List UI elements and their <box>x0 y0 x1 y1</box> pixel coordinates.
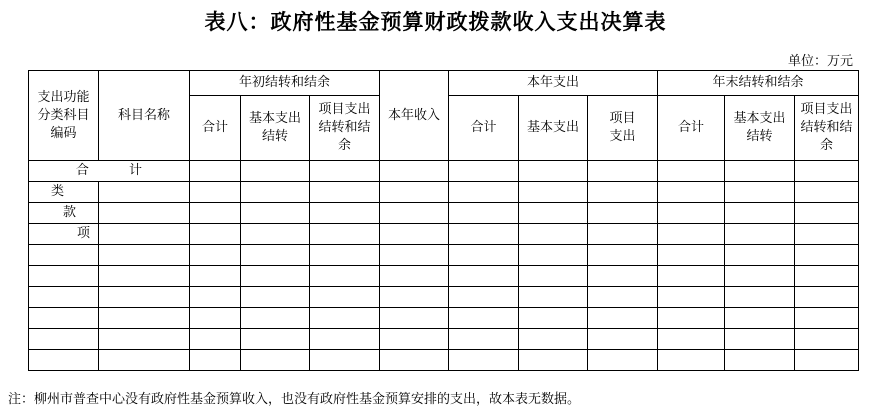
table-cell <box>29 350 99 371</box>
table-cell <box>588 203 658 224</box>
table-cell <box>241 329 310 350</box>
budget-table <box>28 70 859 371</box>
table-cell <box>519 161 588 182</box>
table-row <box>29 287 859 308</box>
table-row <box>29 329 859 350</box>
table-cell <box>190 266 241 287</box>
table-cell <box>658 245 725 266</box>
header-row-1 <box>29 71 859 96</box>
table-cell <box>380 266 449 287</box>
table-cell <box>519 245 588 266</box>
table-cell <box>190 287 241 308</box>
table-cell <box>190 245 241 266</box>
table-cell <box>519 266 588 287</box>
header-end-basic: 基本支出结转 <box>725 96 795 161</box>
table-cell <box>29 245 99 266</box>
table-cell <box>310 224 380 245</box>
table-cell <box>29 329 99 350</box>
table-cell <box>241 182 310 203</box>
table-row <box>29 350 859 371</box>
table-cell <box>658 287 725 308</box>
table-cell <box>795 266 859 287</box>
table-cell <box>99 266 190 287</box>
table-cell <box>190 161 241 182</box>
table-row <box>29 245 859 266</box>
table-cell <box>380 203 449 224</box>
table-cell <box>190 203 241 224</box>
table-cell <box>190 350 241 371</box>
table-cell <box>29 287 99 308</box>
table-cell <box>449 350 519 371</box>
header-income: 本年收入 <box>380 71 449 161</box>
table-cell <box>725 224 795 245</box>
header-spend-project: 项目支出 <box>588 96 658 161</box>
table-cell <box>658 182 725 203</box>
table-cell <box>519 329 588 350</box>
table-cell <box>449 245 519 266</box>
table-cell <box>725 287 795 308</box>
table-cell <box>588 287 658 308</box>
table-cell <box>588 266 658 287</box>
table-cell <box>190 182 241 203</box>
table-cell <box>795 329 859 350</box>
table-cell <box>380 245 449 266</box>
table-cell <box>725 161 795 182</box>
table-cell <box>241 350 310 371</box>
table-cell <box>449 329 519 350</box>
table-cell <box>241 287 310 308</box>
table-cell <box>588 350 658 371</box>
table-cell <box>725 329 795 350</box>
row-label-level1: 类 <box>29 182 99 203</box>
table-cell <box>99 308 190 329</box>
table-cell <box>190 329 241 350</box>
table-cell <box>380 224 449 245</box>
table-cell <box>310 350 380 371</box>
table-cell <box>725 308 795 329</box>
table-cell <box>380 287 449 308</box>
table-cell <box>99 350 190 371</box>
table-cell <box>725 350 795 371</box>
table-cell <box>99 329 190 350</box>
table-cell <box>310 203 380 224</box>
header-begin-project: 项目支出结转和结余 <box>310 96 380 161</box>
table-cell <box>449 203 519 224</box>
table-row-level2 <box>29 203 859 224</box>
table-cell <box>241 224 310 245</box>
table-cell <box>99 287 190 308</box>
table-cell <box>588 161 658 182</box>
table-cell <box>449 308 519 329</box>
table-cell <box>519 224 588 245</box>
table-cell <box>29 266 99 287</box>
table-cell <box>449 287 519 308</box>
table-cell <box>449 266 519 287</box>
table-cell <box>795 182 859 203</box>
unit-label: 单位：万元 <box>787 54 853 69</box>
table-cell <box>519 287 588 308</box>
table-cell <box>658 224 725 245</box>
table-cell <box>795 161 859 182</box>
table-cell <box>99 224 190 245</box>
table-cell <box>658 308 725 329</box>
table-cell <box>190 224 241 245</box>
table-cell <box>658 203 725 224</box>
footnote: 注：柳州市普查中心没有政府性基金预算收入，也没有政府性基金预算安排的支出，故本表无数据。 <box>8 392 581 407</box>
table-cell <box>588 245 658 266</box>
table-cell <box>519 350 588 371</box>
header-end-group: 年末结转和结余 <box>658 71 859 96</box>
table-cell <box>725 182 795 203</box>
table-cell <box>380 161 449 182</box>
row-label-level3: 项 <box>29 224 99 245</box>
table-cell <box>310 266 380 287</box>
row-label-level2: 款 <box>29 203 99 224</box>
table-cell <box>241 245 310 266</box>
table-cell <box>241 203 310 224</box>
table-row-level3 <box>29 224 859 245</box>
table-cell <box>519 182 588 203</box>
table-cell <box>449 224 519 245</box>
header-spend-basic: 基本支出 <box>519 96 588 161</box>
table-cell <box>449 161 519 182</box>
row-label-total: 合 计 <box>29 161 190 182</box>
table-cell <box>658 161 725 182</box>
table-cell <box>99 245 190 266</box>
table-cell <box>795 350 859 371</box>
header-name: 科目名称 <box>99 71 190 161</box>
table-cell <box>658 329 725 350</box>
table-cell <box>310 182 380 203</box>
table-cell <box>99 182 190 203</box>
table-cell <box>795 224 859 245</box>
table-cell <box>310 161 380 182</box>
table-cell <box>588 182 658 203</box>
header-end-project: 项目支出结转和结余 <box>795 96 859 161</box>
table-cell <box>519 308 588 329</box>
table-cell <box>449 182 519 203</box>
table-cell <box>310 245 380 266</box>
table-cell <box>588 308 658 329</box>
table-cell <box>795 308 859 329</box>
table-row <box>29 308 859 329</box>
table-cell <box>310 329 380 350</box>
table-cell <box>29 308 99 329</box>
table-cell <box>725 266 795 287</box>
table-cell <box>588 224 658 245</box>
table-cell <box>725 245 795 266</box>
table-cell <box>658 266 725 287</box>
table-row-level1 <box>29 182 859 203</box>
table-row <box>29 266 859 287</box>
table-row-total <box>29 161 859 182</box>
table-cell <box>380 308 449 329</box>
table-cell <box>588 329 658 350</box>
header-end-total: 合计 <box>658 96 725 161</box>
table-cell <box>795 245 859 266</box>
table-cell <box>380 350 449 371</box>
table-cell <box>241 161 310 182</box>
table-cell <box>380 329 449 350</box>
header-begin-basic: 基本支出结转 <box>241 96 310 161</box>
table-cell <box>241 308 310 329</box>
table-cell <box>519 203 588 224</box>
table-cell <box>241 266 310 287</box>
table-cell <box>658 350 725 371</box>
header-begin-total: 合计 <box>190 96 241 161</box>
table-cell <box>310 308 380 329</box>
table-cell <box>380 182 449 203</box>
table-cell <box>795 287 859 308</box>
table-cell <box>190 308 241 329</box>
header-code: 支出功能分类科目编码 <box>29 71 99 161</box>
table-cell <box>99 203 190 224</box>
page-title: 表八：政府性基金预算财政拨款收入支出决算表 <box>204 10 667 34</box>
table-cell <box>310 287 380 308</box>
table-cell <box>795 203 859 224</box>
header-begin-group: 年初结转和结余 <box>190 71 380 96</box>
header-spend-group: 本年支出 <box>449 71 658 96</box>
table-cell <box>725 203 795 224</box>
header-spend-total: 合计 <box>449 96 519 161</box>
